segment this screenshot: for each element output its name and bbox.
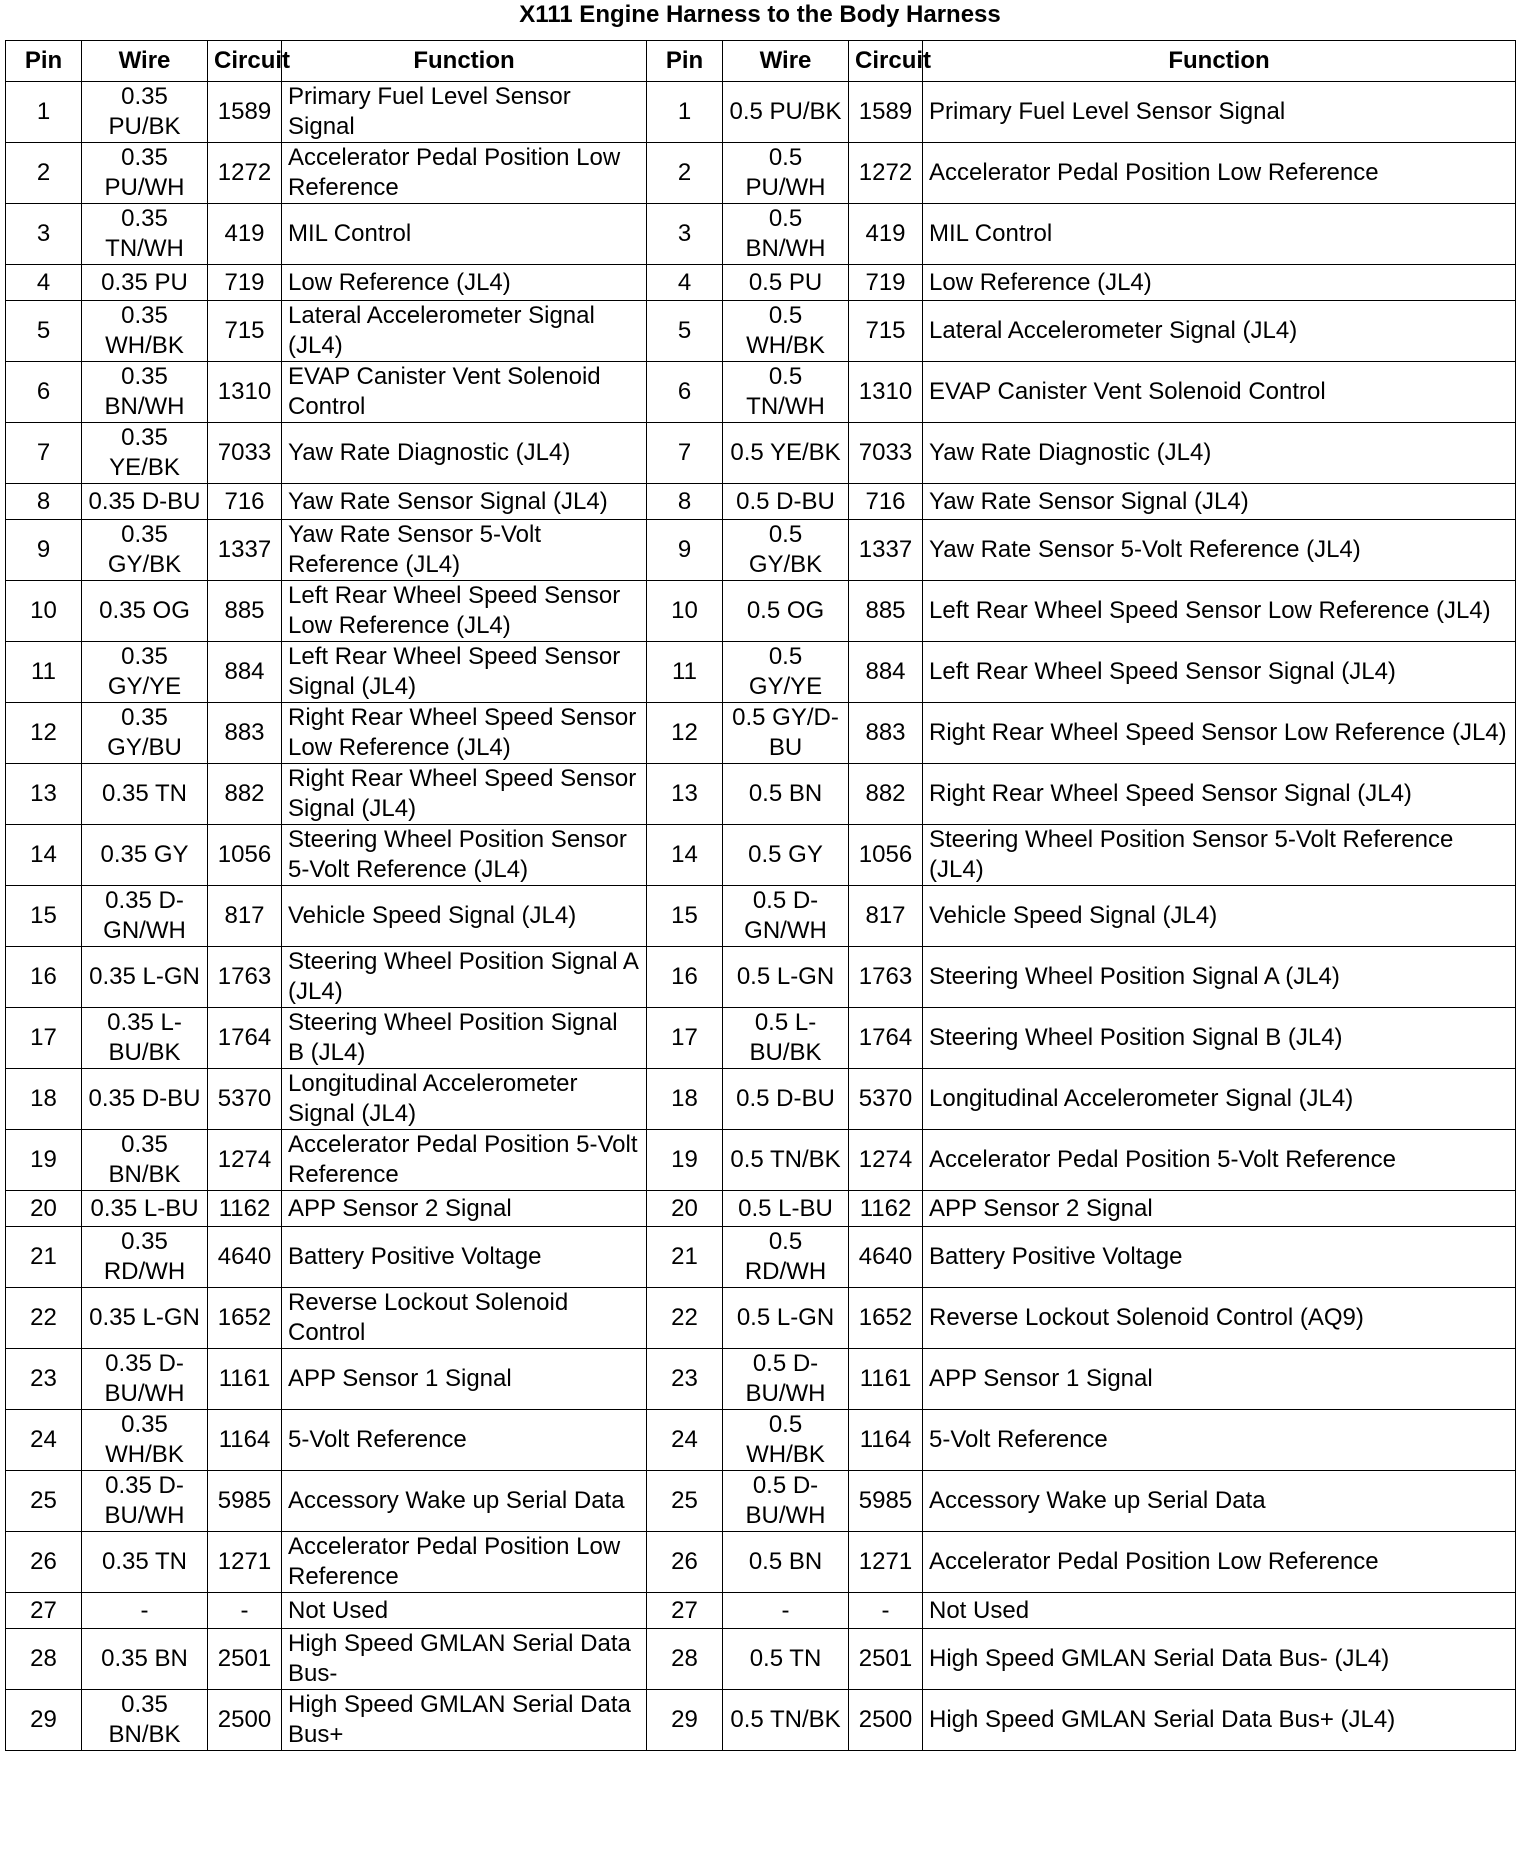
header-pin-left: Pin (6, 41, 82, 82)
wire-cell-right: 0.5 L-GN (723, 947, 849, 1008)
circuit-cell-right: 7033 (849, 423, 923, 484)
table-row (6, 1532, 1516, 1593)
function-cell-left: Steering Wheel Position Signal A (JL4) (282, 947, 647, 1008)
wire-cell-right: 0.5 GY/BK (723, 520, 849, 581)
pin-cell-left: 2 (6, 143, 82, 204)
function-cell-left: Right Rear Wheel Speed Sensor Signal (JL4) (282, 764, 647, 825)
circuit-cell-left: 419 (208, 204, 282, 265)
function-cell-left: APP Sensor 1 Signal (282, 1349, 647, 1410)
function-cell-left: Longitudinal Accelerometer Signal (JL4) (282, 1069, 647, 1130)
circuit-cell-left: 885 (208, 581, 282, 642)
function-cell-right: Accelerator Pedal Position Low Reference (923, 1532, 1516, 1593)
circuit-cell-right: 1164 (849, 1410, 923, 1471)
wire-cell-left: 0.35 BN (82, 1629, 208, 1690)
wire-cell-left: 0.35 BN/BK (82, 1690, 208, 1751)
header-wire-left: Wire (82, 41, 208, 82)
wire-cell-right: 0.5 TN/BK (723, 1690, 849, 1751)
circuit-cell-right: 1271 (849, 1532, 923, 1593)
function-cell-left: MIL Control (282, 204, 647, 265)
header-circuit-right: Circuit (849, 41, 923, 82)
wire-cell-right: 0.5 GY/D-BU (723, 703, 849, 764)
function-cell-right: Accelerator Pedal Position Low Reference (923, 143, 1516, 204)
circuit-cell-right: - (849, 1593, 923, 1629)
function-cell-left: Accessory Wake up Serial Data (282, 1471, 647, 1532)
circuit-cell-left: 1763 (208, 947, 282, 1008)
pin-cell-left: 18 (6, 1069, 82, 1130)
wire-cell-left: 0.35 D-GN/WH (82, 886, 208, 947)
pin-cell-left: 11 (6, 642, 82, 703)
circuit-cell-left: 883 (208, 703, 282, 764)
circuit-cell-left: 719 (208, 265, 282, 301)
wire-cell-left: 0.35 YE/BK (82, 423, 208, 484)
function-cell-right: Accelerator Pedal Position 5-Volt Reference (923, 1130, 1516, 1191)
function-cell-left: Steering Wheel Position Signal B (JL4) (282, 1008, 647, 1069)
pin-cell-right: 23 (647, 1349, 723, 1410)
pin-cell-left: 22 (6, 1288, 82, 1349)
pin-cell-right: 5 (647, 301, 723, 362)
wire-cell-right: 0.5 RD/WH (723, 1227, 849, 1288)
pin-cell-left: 26 (6, 1532, 82, 1593)
circuit-cell-right: 1162 (849, 1191, 923, 1227)
function-cell-right: MIL Control (923, 204, 1516, 265)
circuit-cell-left: 1274 (208, 1130, 282, 1191)
circuit-cell-left: 1161 (208, 1349, 282, 1410)
function-cell-right: APP Sensor 1 Signal (923, 1349, 1516, 1410)
pin-cell-left: 23 (6, 1349, 82, 1410)
circuit-cell-left: 715 (208, 301, 282, 362)
circuit-cell-right: 5370 (849, 1069, 923, 1130)
circuit-cell-left: 1310 (208, 362, 282, 423)
pin-cell-left: 9 (6, 520, 82, 581)
table-row (6, 947, 1516, 1008)
wire-cell-right: 0.5 YE/BK (723, 423, 849, 484)
pin-cell-right: 16 (647, 947, 723, 1008)
circuit-cell-left: 1337 (208, 520, 282, 581)
table-row (6, 1690, 1516, 1751)
wire-cell-right: 0.5 L-BU/BK (723, 1008, 849, 1069)
circuit-cell-right: 1337 (849, 520, 923, 581)
function-cell-left: Accelerator Pedal Position Low Reference (282, 1532, 647, 1593)
pin-cell-left: 15 (6, 886, 82, 947)
wire-cell-left: 0.35 L-BU (82, 1191, 208, 1227)
table-row (6, 1471, 1516, 1532)
table-row (6, 204, 1516, 265)
table-row (6, 484, 1516, 520)
circuit-cell-right: 885 (849, 581, 923, 642)
function-cell-left: Left Rear Wheel Speed Sensor Signal (JL4) (282, 642, 647, 703)
circuit-cell-left: 1271 (208, 1532, 282, 1593)
wire-cell-left: 0.35 BN/WH (82, 362, 208, 423)
function-cell-right: Vehicle Speed Signal (JL4) (923, 886, 1516, 947)
table-row (6, 1410, 1516, 1471)
pin-cell-left: 6 (6, 362, 82, 423)
connector-table (5, 40, 1516, 1751)
circuit-cell-left: 1764 (208, 1008, 282, 1069)
function-cell-right: Low Reference (JL4) (923, 265, 1516, 301)
pin-cell-right: 15 (647, 886, 723, 947)
table-row (6, 1593, 1516, 1629)
table-row (6, 1227, 1516, 1288)
function-cell-right: Lateral Accelerometer Signal (JL4) (923, 301, 1516, 362)
pin-cell-right: 18 (647, 1069, 723, 1130)
pin-cell-left: 5 (6, 301, 82, 362)
wire-cell-right: 0.5 PU/WH (723, 143, 849, 204)
circuit-cell-right: 1161 (849, 1349, 923, 1410)
pin-cell-left: 24 (6, 1410, 82, 1471)
wire-cell-left: 0.35 D-BU/WH (82, 1471, 208, 1532)
wire-cell-left: 0.35 L-BU/BK (82, 1008, 208, 1069)
circuit-cell-right: 884 (849, 642, 923, 703)
wire-cell-left: 0.35 L-GN (82, 1288, 208, 1349)
pin-cell-right: 29 (647, 1690, 723, 1751)
circuit-cell-left: 7033 (208, 423, 282, 484)
circuit-cell-right: 882 (849, 764, 923, 825)
function-cell-left: High Speed GMLAN Serial Data Bus+ (282, 1690, 647, 1751)
wire-cell-right: 0.5 D-GN/WH (723, 886, 849, 947)
circuit-cell-left: 5985 (208, 1471, 282, 1532)
pin-cell-right: 22 (647, 1288, 723, 1349)
wire-cell-right: 0.5 GY (723, 825, 849, 886)
pin-cell-right: 10 (647, 581, 723, 642)
pin-cell-right: 8 (647, 484, 723, 520)
circuit-cell-left: 1164 (208, 1410, 282, 1471)
circuit-cell-left: 1162 (208, 1191, 282, 1227)
function-cell-right: Right Rear Wheel Speed Sensor Signal (JL4) (923, 764, 1516, 825)
header-circuit-left: Circuit (208, 41, 282, 82)
wire-cell-right: 0.5 BN (723, 1532, 849, 1593)
pin-cell-left: 7 (6, 423, 82, 484)
pin-cell-left: 19 (6, 1130, 82, 1191)
wire-cell-right: 0.5 D-BU/WH (723, 1349, 849, 1410)
circuit-cell-right: 715 (849, 301, 923, 362)
function-cell-right: Longitudinal Accelerometer Signal (JL4) (923, 1069, 1516, 1130)
pin-cell-left: 13 (6, 764, 82, 825)
wire-cell-left: 0.35 WH/BK (82, 1410, 208, 1471)
function-cell-left: Yaw Rate Diagnostic (JL4) (282, 423, 647, 484)
pin-cell-left: 4 (6, 265, 82, 301)
wire-cell-left: 0.35 D-BU (82, 1069, 208, 1130)
table-row (6, 1191, 1516, 1227)
wire-cell-right: 0.5 WH/BK (723, 1410, 849, 1471)
pin-cell-left: 21 (6, 1227, 82, 1288)
function-cell-left: Accelerator Pedal Position Low Reference (282, 143, 647, 204)
pin-cell-right: 19 (647, 1130, 723, 1191)
circuit-cell-right: 2501 (849, 1629, 923, 1690)
pin-cell-right: 2 (647, 143, 723, 204)
wire-cell-right: 0.5 BN (723, 764, 849, 825)
pin-cell-right: 6 (647, 362, 723, 423)
pin-cell-right: 26 (647, 1532, 723, 1593)
circuit-cell-left: - (208, 1593, 282, 1629)
circuit-cell-left: 1589 (208, 82, 282, 143)
function-cell-right: APP Sensor 2 Signal (923, 1191, 1516, 1227)
function-cell-right: Primary Fuel Level Sensor Signal (923, 82, 1516, 143)
pin-cell-left: 29 (6, 1690, 82, 1751)
circuit-cell-left: 1272 (208, 143, 282, 204)
pin-cell-left: 27 (6, 1593, 82, 1629)
function-cell-left: Reverse Lockout Solenoid Control (282, 1288, 647, 1349)
header-function-right: Function (923, 41, 1516, 82)
circuit-cell-right: 817 (849, 886, 923, 947)
pin-cell-right: 17 (647, 1008, 723, 1069)
table-row (6, 1629, 1516, 1690)
table-row (6, 301, 1516, 362)
wire-cell-left: 0.35 RD/WH (82, 1227, 208, 1288)
table-row (6, 581, 1516, 642)
circuit-cell-left: 5370 (208, 1069, 282, 1130)
function-cell-right: High Speed GMLAN Serial Data Bus+ (JL4) (923, 1690, 1516, 1751)
wire-cell-right: 0.5 D-BU (723, 1069, 849, 1130)
function-cell-right: Steering Wheel Position Sensor 5-Volt Reference (JL4) (923, 825, 1516, 886)
wire-cell-left: 0.35 L-GN (82, 947, 208, 1008)
function-cell-right: Not Used (923, 1593, 1516, 1629)
wire-cell-right: - (723, 1593, 849, 1629)
pin-cell-right: 13 (647, 764, 723, 825)
circuit-cell-right: 1763 (849, 947, 923, 1008)
pin-cell-right: 28 (647, 1629, 723, 1690)
pin-cell-left: 16 (6, 947, 82, 1008)
wire-cell-left: 0.35 PU (82, 265, 208, 301)
wire-cell-right: 0.5 TN/WH (723, 362, 849, 423)
table-row (6, 825, 1516, 886)
pin-cell-left: 28 (6, 1629, 82, 1690)
function-cell-left: Vehicle Speed Signal (JL4) (282, 886, 647, 947)
table-row (6, 423, 1516, 484)
wire-cell-right: 0.5 BN/WH (723, 204, 849, 265)
function-cell-right: Reverse Lockout Solenoid Control (AQ9) (923, 1288, 1516, 1349)
circuit-cell-left: 4640 (208, 1227, 282, 1288)
circuit-cell-right: 1652 (849, 1288, 923, 1349)
circuit-cell-left: 2500 (208, 1690, 282, 1751)
table-row (6, 1130, 1516, 1191)
pin-cell-left: 10 (6, 581, 82, 642)
function-cell-left: 5-Volt Reference (282, 1410, 647, 1471)
function-cell-right: EVAP Canister Vent Solenoid Control (923, 362, 1516, 423)
circuit-cell-right: 419 (849, 204, 923, 265)
wire-cell-left: 0.35 TN/WH (82, 204, 208, 265)
table-row (6, 82, 1516, 143)
pin-cell-right: 24 (647, 1410, 723, 1471)
circuit-cell-right: 1310 (849, 362, 923, 423)
function-cell-left: APP Sensor 2 Signal (282, 1191, 647, 1227)
circuit-cell-right: 4640 (849, 1227, 923, 1288)
function-cell-right: Right Rear Wheel Speed Sensor Low Reference (JL4) (923, 703, 1516, 764)
header-row (6, 41, 1516, 82)
circuit-cell-right: 2500 (849, 1690, 923, 1751)
table-row (6, 143, 1516, 204)
table-body (6, 82, 1516, 1751)
function-cell-right: Steering Wheel Position Signal B (JL4) (923, 1008, 1516, 1069)
table-row (6, 703, 1516, 764)
header-function-left: Function (282, 41, 647, 82)
pin-cell-right: 4 (647, 265, 723, 301)
pin-cell-left: 1 (6, 82, 82, 143)
pin-cell-left: 12 (6, 703, 82, 764)
table-row (6, 642, 1516, 703)
circuit-cell-left: 817 (208, 886, 282, 947)
table-row (6, 1349, 1516, 1410)
function-cell-right: Yaw Rate Sensor 5-Volt Reference (JL4) (923, 520, 1516, 581)
circuit-cell-right: 1764 (849, 1008, 923, 1069)
table-row (6, 886, 1516, 947)
function-cell-right: Yaw Rate Sensor Signal (JL4) (923, 484, 1516, 520)
function-cell-right: High Speed GMLAN Serial Data Bus- (JL4) (923, 1629, 1516, 1690)
function-cell-right: Steering Wheel Position Signal A (JL4) (923, 947, 1516, 1008)
function-cell-right: Yaw Rate Diagnostic (JL4) (923, 423, 1516, 484)
circuit-cell-right: 719 (849, 265, 923, 301)
wire-cell-right: 0.5 WH/BK (723, 301, 849, 362)
circuit-cell-right: 883 (849, 703, 923, 764)
circuit-cell-left: 2501 (208, 1629, 282, 1690)
pin-cell-right: 21 (647, 1227, 723, 1288)
function-cell-left: Steering Wheel Position Sensor 5-Volt Reference (JL4) (282, 825, 647, 886)
pin-cell-right: 25 (647, 1471, 723, 1532)
wire-cell-right: 0.5 TN/BK (723, 1130, 849, 1191)
pin-cell-right: 7 (647, 423, 723, 484)
circuit-cell-right: 716 (849, 484, 923, 520)
circuit-cell-left: 882 (208, 764, 282, 825)
function-cell-left: High Speed GMLAN Serial Data Bus- (282, 1629, 647, 1690)
wire-cell-left: 0.35 D-BU/WH (82, 1349, 208, 1410)
table-row (6, 265, 1516, 301)
circuit-cell-right: 1056 (849, 825, 923, 886)
circuit-cell-right: 1272 (849, 143, 923, 204)
circuit-cell-left: 884 (208, 642, 282, 703)
pin-cell-right: 9 (647, 520, 723, 581)
wire-cell-left: 0.35 GY/BK (82, 520, 208, 581)
function-cell-left: Yaw Rate Sensor Signal (JL4) (282, 484, 647, 520)
wire-cell-left: 0.35 TN (82, 1532, 208, 1593)
wire-cell-left: 0.35 GY (82, 825, 208, 886)
function-cell-right: Accessory Wake up Serial Data (923, 1471, 1516, 1532)
circuit-cell-left: 1652 (208, 1288, 282, 1349)
function-cell-left: Primary Fuel Level Sensor Signal (282, 82, 647, 143)
wire-cell-right: 0.5 PU (723, 265, 849, 301)
circuit-cell-right: 1589 (849, 82, 923, 143)
wire-cell-left: 0.35 PU/BK (82, 82, 208, 143)
pin-cell-left: 17 (6, 1008, 82, 1069)
wire-cell-left: 0.35 TN (82, 764, 208, 825)
wire-cell-right: 0.5 PU/BK (723, 82, 849, 143)
circuit-cell-right: 1274 (849, 1130, 923, 1191)
function-cell-right: 5-Volt Reference (923, 1410, 1516, 1471)
wire-cell-left: 0.35 OG (82, 581, 208, 642)
table-row (6, 520, 1516, 581)
table-row (6, 362, 1516, 423)
wire-cell-right: 0.5 D-BU/WH (723, 1471, 849, 1532)
function-cell-left: Right Rear Wheel Speed Sensor Low Reference (JL4) (282, 703, 647, 764)
pin-cell-right: 3 (647, 204, 723, 265)
pin-cell-right: 27 (647, 1593, 723, 1629)
function-cell-left: Lateral Accelerometer Signal (JL4) (282, 301, 647, 362)
function-cell-left: Yaw Rate Sensor 5-Volt Reference (JL4) (282, 520, 647, 581)
wire-cell-left: 0.35 GY/BU (82, 703, 208, 764)
wire-cell-left: - (82, 1593, 208, 1629)
pin-cell-left: 25 (6, 1471, 82, 1532)
circuit-cell-right: 5985 (849, 1471, 923, 1532)
pin-cell-left: 14 (6, 825, 82, 886)
pin-cell-left: 20 (6, 1191, 82, 1227)
function-cell-left: EVAP Canister Vent Solenoid Control (282, 362, 647, 423)
wire-cell-right: 0.5 D-BU (723, 484, 849, 520)
function-cell-right: Left Rear Wheel Speed Sensor Signal (JL4) (923, 642, 1516, 703)
circuit-cell-left: 1056 (208, 825, 282, 886)
header-wire-right: Wire (723, 41, 849, 82)
function-cell-left: Not Used (282, 1593, 647, 1629)
function-cell-left: Accelerator Pedal Position 5-Volt Reference (282, 1130, 647, 1191)
pin-cell-left: 8 (6, 484, 82, 520)
table-row (6, 764, 1516, 825)
pin-cell-right: 1 (647, 82, 723, 143)
pin-cell-left: 3 (6, 204, 82, 265)
wire-cell-right: 0.5 GY/YE (723, 642, 849, 703)
wire-cell-right: 0.5 L-BU (723, 1191, 849, 1227)
wire-cell-left: 0.35 D-BU (82, 484, 208, 520)
wire-cell-left: 0.35 WH/BK (82, 301, 208, 362)
table-row (6, 1069, 1516, 1130)
function-cell-left: Left Rear Wheel Speed Sensor Low Reference (JL4) (282, 581, 647, 642)
pin-cell-right: 12 (647, 703, 723, 764)
function-cell-right: Left Rear Wheel Speed Sensor Low Reference (JL4) (923, 581, 1516, 642)
function-cell-right: Battery Positive Voltage (923, 1227, 1516, 1288)
wire-cell-right: 0.5 OG (723, 581, 849, 642)
wire-cell-right: 0.5 L-GN (723, 1288, 849, 1349)
pin-cell-right: 20 (647, 1191, 723, 1227)
pin-cell-right: 14 (647, 825, 723, 886)
table-row (6, 1288, 1516, 1349)
wire-cell-left: 0.35 BN/BK (82, 1130, 208, 1191)
table-row (6, 1008, 1516, 1069)
circuit-cell-left: 716 (208, 484, 282, 520)
table-title: X111 Engine Harness to the Body Harness (519, 1, 1001, 28)
function-cell-left: Low Reference (JL4) (282, 265, 647, 301)
wire-cell-right: 0.5 TN (723, 1629, 849, 1690)
function-cell-left: Battery Positive Voltage (282, 1227, 647, 1288)
header-pin-right: Pin (647, 41, 723, 82)
pin-cell-right: 11 (647, 642, 723, 703)
wire-cell-left: 0.35 PU/WH (82, 143, 208, 204)
wire-cell-left: 0.35 GY/YE (82, 642, 208, 703)
